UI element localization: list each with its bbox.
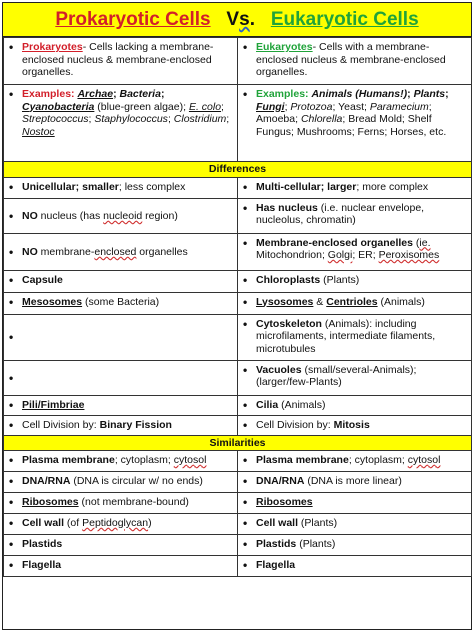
table-row bbox=[4, 415, 472, 435]
prokaryote-cell: • Plasma membrane; cytoplasm; cytosol bbox=[4, 451, 238, 472]
bullet-icon: • bbox=[243, 40, 248, 54]
bullet-icon: • bbox=[243, 558, 248, 572]
eukaryote-cell: • Cell wall (Plants) bbox=[238, 514, 472, 535]
table-row bbox=[4, 493, 472, 514]
bullet-icon: • bbox=[9, 453, 14, 467]
bullet-icon: • bbox=[243, 294, 248, 309]
bullet-icon: • bbox=[9, 417, 14, 432]
differences-header-row bbox=[4, 162, 472, 178]
examples-row bbox=[4, 85, 472, 162]
differences-header: Differences bbox=[4, 162, 472, 178]
definition-row bbox=[4, 38, 472, 85]
prokaryote-cell: • Ribosomes (not membrane-bound) bbox=[4, 493, 238, 514]
bullet-icon: • bbox=[243, 495, 248, 509]
table-row bbox=[4, 177, 472, 198]
bullet-icon: • bbox=[243, 362, 248, 377]
title-prokaryotic: Prokaryotic Cells bbox=[55, 9, 211, 30]
eukaryote-cell: • Has nucleus (i.e. nuclear envelope, nucleolus, chromatin) bbox=[238, 198, 472, 233]
table-row bbox=[4, 314, 472, 360]
similarities-header-row bbox=[4, 435, 472, 451]
prokaryote-cell bbox=[4, 314, 238, 360]
title-vs: Vs. bbox=[226, 9, 255, 30]
table-row bbox=[4, 556, 472, 577]
eukaryote-cell: • Cilia (Animals) bbox=[238, 395, 472, 415]
eukaryote-cell: • DNA/RNA (DNA is more linear) bbox=[238, 472, 472, 493]
prokaryote-cell: • DNA/RNA (DNA is circular w/ no ends) bbox=[4, 472, 238, 493]
prokaryote-cell: • Plastids bbox=[4, 535, 238, 556]
eukaryote-definition: • Eukaryotes- Cells with a membrane-enclosed nucleus & membrane-enclosed organelles. bbox=[238, 38, 472, 85]
bullet-icon: • bbox=[243, 474, 248, 488]
eukaryote-cell: • Chloroplasts (Plants) bbox=[238, 270, 472, 292]
bullet-icon: • bbox=[9, 87, 14, 101]
bullet-icon: • bbox=[243, 235, 248, 250]
bullet-icon: • bbox=[9, 244, 14, 259]
prokaryote-cell bbox=[4, 360, 238, 395]
bullet-icon: • bbox=[243, 537, 248, 551]
bullet-icon: • bbox=[9, 474, 14, 488]
bullet-icon: • bbox=[9, 272, 14, 287]
eukaryote-cell: • Membrane-enclosed organelles (ie. Mitochondrion; Golgi; ER; Peroxisomes bbox=[238, 233, 472, 270]
bullet-icon: • bbox=[243, 200, 248, 215]
prokaryote-cell: • Mesosomes (some Bacteria) bbox=[4, 292, 238, 314]
eukaryote-cell: • Multi-cellular; larger; more complex bbox=[238, 177, 472, 198]
comparison-sheet bbox=[2, 2, 472, 630]
bullet-icon: • bbox=[9, 537, 14, 551]
table-row bbox=[4, 395, 472, 415]
eukaryote-cell: • Plastids (Plants) bbox=[238, 535, 472, 556]
bullet-icon: • bbox=[9, 330, 14, 345]
bullet-icon: • bbox=[9, 516, 14, 530]
title-eukaryotic: Eukaryotic Cells bbox=[270, 9, 419, 30]
prokaryote-cell: • Cell wall (of Peptidoglycan) bbox=[4, 514, 238, 535]
table-row bbox=[4, 514, 472, 535]
prokaryote-examples: • Examples: Archae; Bacteria; Cyanobacteria (blue-green algae); E. colo; Streptococcus; Staphylococcus; Clostridium; Nostoc bbox=[4, 85, 238, 162]
eukaryote-cell: • Flagella bbox=[238, 556, 472, 577]
eukaryote-cell: • Lysosomes & Centrioles (Animals) bbox=[238, 292, 472, 314]
bullet-icon: • bbox=[243, 87, 248, 101]
prokaryote-cell: • Capsule bbox=[4, 270, 238, 292]
table-row bbox=[4, 451, 472, 472]
prokaryote-cell: • Flagella bbox=[4, 556, 238, 577]
comparison-table bbox=[3, 37, 472, 577]
table-row bbox=[4, 233, 472, 270]
bullet-icon: • bbox=[9, 179, 14, 194]
bullet-icon: • bbox=[243, 453, 248, 467]
eukaryote-cell: • Ribosomes bbox=[238, 493, 472, 514]
bullet-icon: • bbox=[243, 397, 248, 412]
bullet-icon: • bbox=[9, 397, 14, 412]
prokaryote-cell: • Unicellular; smaller; less complex bbox=[4, 177, 238, 198]
bullet-icon: • bbox=[243, 272, 248, 287]
bullet-icon: • bbox=[9, 40, 14, 54]
bullet-icon: • bbox=[243, 316, 248, 331]
similarities-header: Similarities bbox=[4, 435, 472, 451]
prokaryote-cell: • Pili/Fimbriae bbox=[4, 395, 238, 415]
table-row bbox=[4, 360, 472, 395]
bullet-icon: • bbox=[9, 208, 14, 223]
table-row bbox=[4, 535, 472, 556]
prokaryote-cell: • NO nucleus (has nucleoid region) bbox=[4, 198, 238, 233]
bullet-icon: • bbox=[243, 516, 248, 530]
eukaryote-cell: • Cell Division by: Mitosis bbox=[238, 415, 472, 435]
page-title bbox=[3, 3, 471, 37]
prokaryote-cell: • NO membrane-enclosed organelles bbox=[4, 233, 238, 270]
eukaryote-cell: • Vacuoles (small/several-Animals); (larger/few-Plants) bbox=[238, 360, 472, 395]
prokaryote-definition: • Prokaryotes- Cells lacking a membrane-enclosed nucleus & membrane-enclosed organelles. bbox=[4, 38, 238, 85]
bullet-icon: • bbox=[9, 495, 14, 509]
prokaryote-cell: • Cell Division by: Binary Fission bbox=[4, 415, 238, 435]
bullet-icon: • bbox=[9, 370, 14, 385]
eukaryote-examples: • Examples: Animals (Humans!); Plants; Fungi; Protozoa; Yeast; Paramecium; Amoeba; Chlorella; Bread Mold; Shelf Fungus; Mushrooms; Ferns; Horses, etc. bbox=[238, 85, 472, 162]
table-row bbox=[4, 198, 472, 233]
bullet-icon: • bbox=[9, 558, 14, 572]
bullet-icon: • bbox=[243, 417, 248, 432]
eukaryote-cell: • Cytoskeleton (Animals): including microfilaments, intermediate filaments, microtubules bbox=[238, 314, 472, 360]
bullet-icon: • bbox=[243, 179, 248, 194]
eukaryote-cell: • Plasma membrane; cytoplasm; cytosol bbox=[238, 451, 472, 472]
table-row bbox=[4, 292, 472, 314]
table-row bbox=[4, 270, 472, 292]
table-row bbox=[4, 472, 472, 493]
bullet-icon: • bbox=[9, 294, 14, 309]
